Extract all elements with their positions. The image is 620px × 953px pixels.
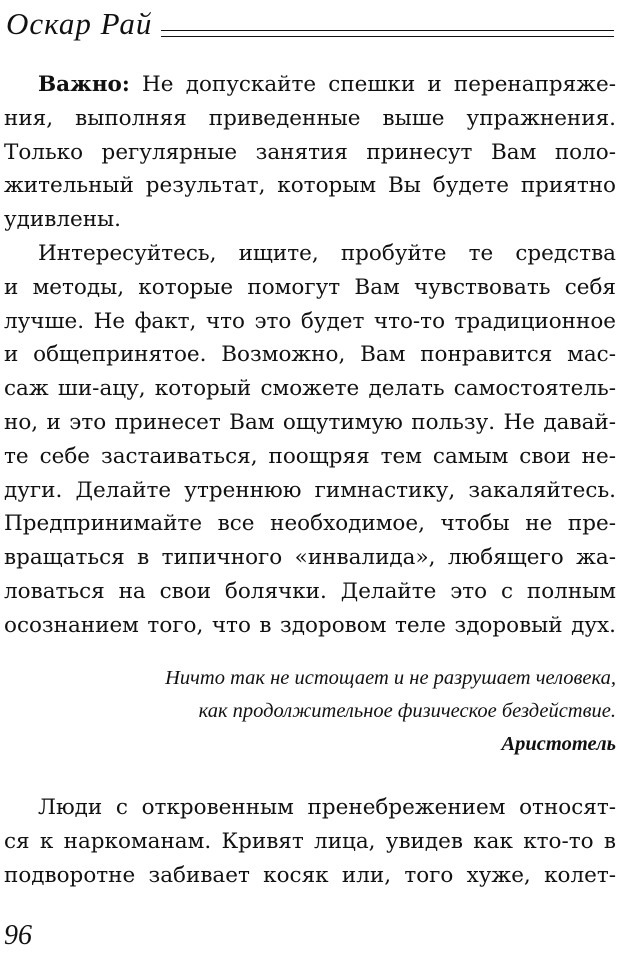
important-label: Важно:: [38, 72, 130, 97]
main-text-continued: [4, 791, 616, 892]
paragraph-line: осознанием того, что в здоровом теле здоровый дух.: [4, 612, 616, 638]
paragraph-line: ния, выполняя приведенные выше упражнения.: [4, 105, 616, 131]
epigraph: [56, 662, 616, 761]
paragraph-line: жительный результат, которым Вы будете приятно: [4, 173, 616, 199]
paragraph-line: Интересуйтесь, ищите, пробуйте те средства: [38, 240, 616, 266]
paragraph-line: дуги. Делайте утреннюю гимнастику, закаляйтесь.: [4, 477, 616, 503]
paragraph-line: Только регулярные занятия принесут Вам поло-: [4, 139, 616, 165]
running-header-author: Оскар Рай: [6, 6, 153, 41]
paragraph-line: но, и это принесет Вам ощутимую пользу. Не давай-: [4, 409, 616, 435]
paragraph-line: Важно: Не допускайте спешки и перенапряже-: [38, 72, 616, 97]
paragraph-line: Предпринимайте все необходимое, чтобы не пре-: [4, 511, 616, 537]
header-rule-top: [161, 30, 614, 31]
paragraph-line: Люди с откровенным пренебрежением относят-: [38, 795, 616, 820]
paragraph-line: удивлены.: [4, 207, 121, 233]
paragraph-line: лучше. Не факт, что это будет что-то традиционное: [4, 308, 616, 334]
page-number: 96: [4, 920, 32, 951]
paragraph-line: ся к наркоманам. Кривят лица, увидев как кто-то в: [4, 828, 616, 854]
running-header: [6, 4, 614, 44]
paragraph-line: подворотне забивает косяк или, того хуже, колет-: [4, 862, 616, 888]
paragraph-line: и общепринятое. Возможно, Вам понравится мас-: [4, 342, 616, 368]
paragraph-line: и методы, которые помогут Вам чувствовать себя: [4, 274, 616, 300]
main-text: [4, 68, 616, 643]
paragraph-line: саж ши-ацу, который сможете делать самостоятель-: [4, 376, 616, 402]
header-rule-bottom: [161, 36, 614, 37]
paragraph-line: ловаться на свои болячки. Делайте это с полным: [4, 578, 616, 604]
epigraph-quote-line: как продолжительное физическое бездействие.: [198, 700, 616, 722]
paragraph-line: вращаться в типичного «инвалида», любящего жа-: [4, 545, 616, 571]
paragraph-line: те себе застаиваться, поощряя тем самым свои не-: [4, 443, 616, 469]
epigraph-quote-line: Ничто так не истощает и не разрушает человека,: [165, 667, 616, 689]
epigraph-attribution: Аристотель: [501, 733, 616, 755]
